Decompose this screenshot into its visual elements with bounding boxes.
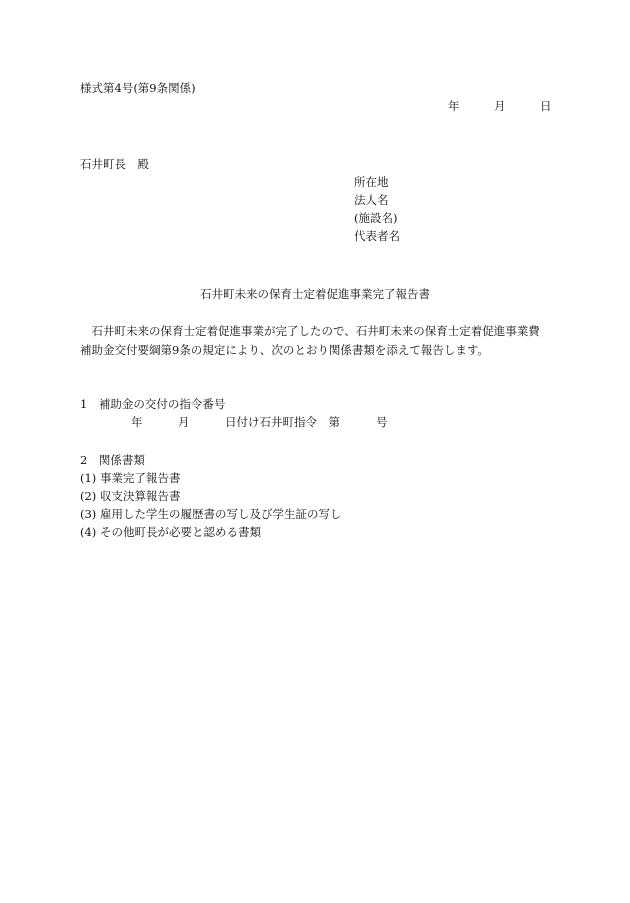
date-month-label: 月 [494,99,506,113]
section1-number-label: 号 [376,415,388,429]
body-line-2: 補助金交付要綱第9条の規定により、次のとおり関係書類を添えて報告します。 [80,343,489,357]
date-year-label: 年 [448,99,460,113]
section1-heading: 1 補助金の交付の指令番号 [80,397,226,411]
section1-month-label: 月 [178,415,190,429]
addressee: 石井町長 殿 [80,157,149,171]
section1-dated-label: 日付け石井町指令 第 [225,415,340,429]
section2-heading: 2 関係書類 [80,453,145,467]
date-day-label: 日 [540,99,552,113]
attachment-list-item: (2) 収支決算報告書 [80,489,181,503]
attachment-list-item: (1) 事業完了報告書 [80,471,181,485]
attachment-list-item: (3) 雇用した学生の履歴書の写し及び学生証の写し [80,507,342,521]
body-paragraph [80,322,560,360]
body-line-1: 石井町未来の保育士定着促進事業が完了したので、石井町未来の保育士定着促進事業費 [91,324,540,338]
document-title: 石井町未来の保育士定着促進事業完了報告書 [200,287,430,301]
attachment-list-item: (4) その他町長が必要と認める書類 [80,525,261,539]
form-number-label: 様式第4号(第9条関係) [80,81,196,95]
applicant-address-label: 所在地 [354,175,389,189]
applicant-facility-name-label: (施設名) [354,211,398,225]
applicant-representative-label: 代表者名 [354,229,400,243]
applicant-corp-name-label: 法人名 [354,193,389,207]
section1-year-label: 年 [131,415,143,429]
